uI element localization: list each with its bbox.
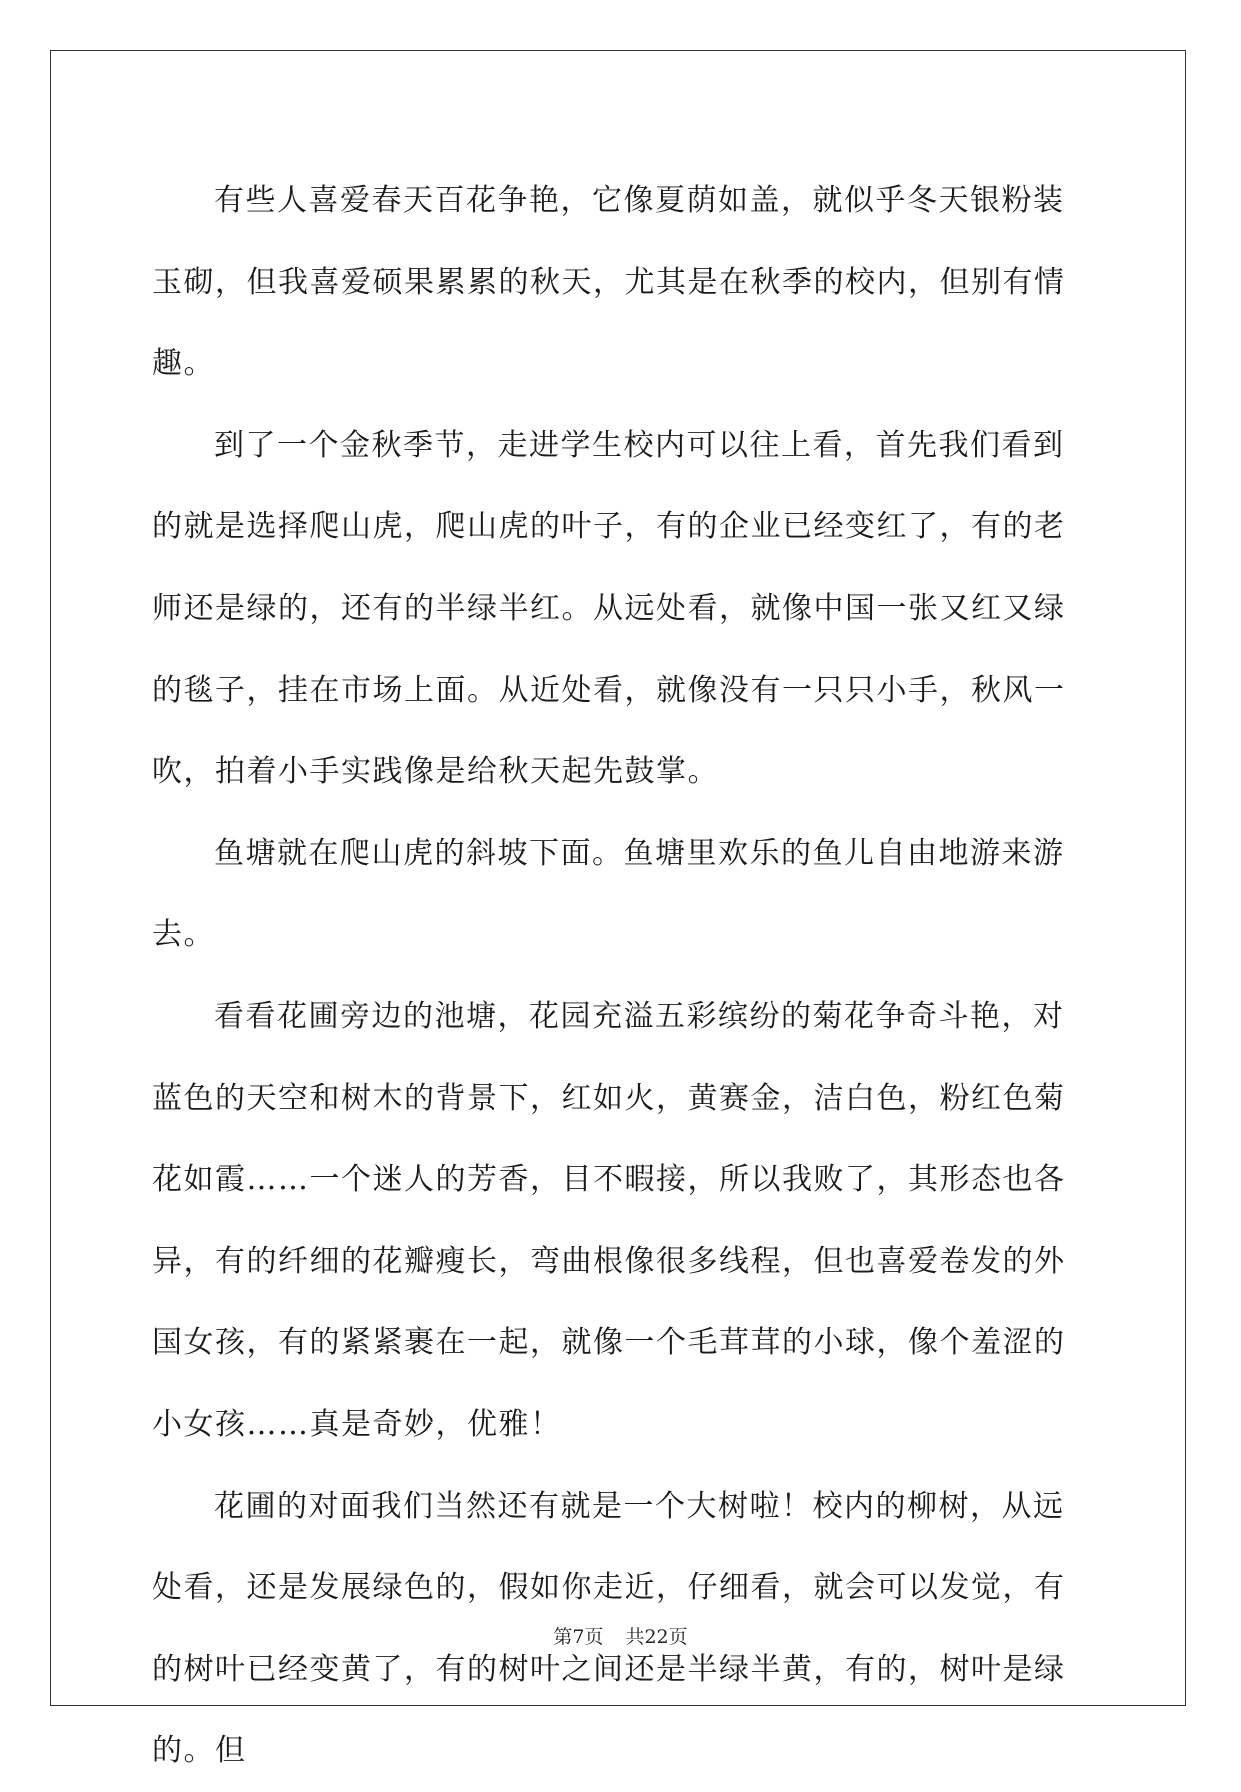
document-body [152, 160, 1090, 1792]
paragraph: 鱼塘就在爬山虎的斜坡下面。鱼塘里欢乐的鱼儿自由地游来游去。 [152, 835, 1065, 953]
paragraph: 到了一个金秋季节，走进学生校内可以往上看，首先我们看到的就是选择爬山虎，爬山虎的叶子，有的企业已经变红了，有的老师还是绿的，还有的半绿半红。从远处看，就像中国一张又红又绿的毯子，挂在市场上面。从近处看，就像没有一只只小手，秋风一吹，拍着小手实践像是给秋天起先鼓掌。 [152, 427, 1066, 790]
paragraph: 看看花圃旁边的池塘，花园充溢五彩缤纷的菊花争奇斗艳，对蓝色的天空和树木的背景下，红如火，黄赛金，洁白色，粉红色菊花如霞……一个迷人的芳香，目不暇接，所以我败了，其形态也各异，有的纤细的花瓣瘦长，弯曲根像很多线程，但也喜爱卷发的外国女孩，有的紧紧裹在一起，就像一个毛茸茸的小球，像个羞涩的小女孩……真是奇妙，优雅！ [152, 998, 1066, 1442]
paragraph: 有些人喜爱春天百花争艳，它像夏荫如盖，就似乎冬天银粉装玉砌，但我喜爱硕果累累的秋天，尤其是在秋季的校内，但别有情趣。 [152, 183, 1066, 382]
page-number-current: 第7页 [553, 1626, 604, 1648]
page-footer [0, 1622, 1241, 1649]
page-number-total: 共22页 [625, 1626, 688, 1648]
paragraph: 花圃的对面我们当然还有就是一个大树啦！校内的柳树，从远处看，还是发展绿色的，假如你走近，仔细看，就会可以发觉，有的树叶已经变黄了，有的树叶之间还是半绿半黄，有的，树叶是绿的。但 [152, 1488, 1066, 1769]
